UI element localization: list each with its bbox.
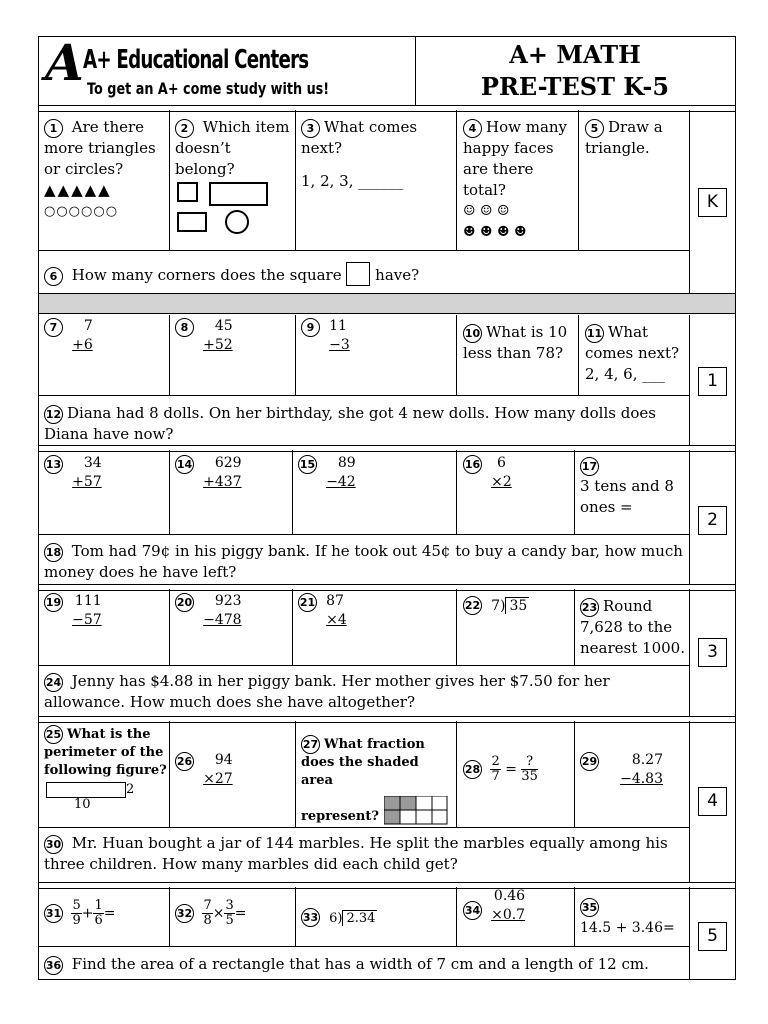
question-16: 16 6 ×2	[464, 455, 512, 490]
question-6: 6 How many corners does the square have?	[44, 262, 684, 286]
question-4: 4 How many happy faces are there total? ☺ ☺ ☺ ☻ ☻ ☻ ☻	[463, 118, 568, 240]
question-9: 9 11 −3	[301, 317, 350, 355]
logo-area	[39, 33, 415, 105]
question-25: 25 What is the perimeter of the following figure? 2 10	[44, 727, 167, 812]
question-12: 12 Diana had 8 dolls. On her birthday, she got 4 new dolls. How many dolls does Diana have now?	[44, 404, 656, 443]
worksheet	[38, 33, 736, 980]
question-26: 26 94 ×27	[176, 752, 233, 787]
question-27: 27 What fraction does the shaded area represent?	[301, 735, 453, 826]
question-32: 32 $\frac{7}{8}$ × $\frac{3}{5}$ =	[176, 898, 247, 928]
page-title: A+ MATH PRE-TEST K-5	[480, 40, 670, 101]
question-17: 17 3 tens and 8 ones =	[580, 455, 686, 518]
question-23: 23 Round 7,628 to the nearest 1000.	[580, 597, 685, 657]
question-36: 36 Find the area of a rectangle that has a width of 7 cm and a length of 12 cm.	[45, 955, 649, 973]
question-30: 30 Mr. Huan bought a jar of 144 marbles. He split the marbles equally among his three children. How many marbles did each child get?	[44, 834, 668, 873]
question-29: 29 8.27 −4.83	[581, 752, 663, 787]
question-13: 13 34 +57	[45, 455, 102, 490]
fraction-grid-figure	[384, 796, 448, 826]
logo-mark: A	[45, 33, 84, 92]
question-33: 33 6) 2.34	[301, 907, 377, 927]
question-11: 11 What comes next? 2, 4, 6, ___	[585, 323, 680, 383]
question-5: 5 Draw a triangle.	[585, 118, 663, 157]
logo: A+ Educational Centers	[83, 45, 309, 75]
grade-label: 5	[698, 922, 727, 951]
question-2: 2 Which item doesn’t belong?	[175, 117, 293, 236]
question-7: 7 7 +6	[44, 317, 93, 355]
grade-label: 2	[698, 506, 727, 535]
grade-label: K	[698, 188, 727, 217]
grade-label: 1	[698, 367, 727, 396]
shapes-figure	[175, 180, 285, 236]
question-20: 20 923 −478	[176, 593, 242, 628]
question-34: 34 0.46 ×0.7	[464, 888, 526, 923]
question-35: 35 14.5 + 3.46=	[580, 897, 688, 939]
question-15: 15 89 −42	[299, 455, 356, 490]
question-8: 8 45 +52	[175, 317, 233, 355]
question-22: 22 7) 35	[464, 598, 528, 614]
separator-band	[39, 294, 735, 314]
question-1: 1 Are there more triangles or circles? ▲▲▲▲▲ ○○○○○○	[44, 118, 156, 219]
question-19: 19 111 −57	[45, 593, 102, 628]
question-10: 10 What is 10 less than 78?	[463, 323, 568, 362]
grade-label: 3	[698, 638, 727, 667]
question-28: 28 $\frac{2}{7}$ = $\frac{?}{35}$	[464, 754, 538, 784]
question-18: 18 Tom had 79¢ in his piggy bank. If he took out 45¢ to buy a candy bar, how much money does he have left?	[44, 542, 683, 581]
square-figure	[346, 262, 370, 286]
question-24: 24 Jenny has $4.88 in her piggy bank. Her mother gives her $7.50 for her allowance. How much does she have altogether?	[44, 672, 610, 711]
grade-label: 4	[698, 787, 727, 816]
question-3: 3 What comes next? 1, 2, 3, ______	[301, 118, 418, 190]
tagline: To get an A+ come study with us!	[87, 79, 330, 98]
question-14: 14 629 +437	[176, 455, 242, 490]
question-31: 31 $\frac{5}{9}$ + $\frac{1}{6}$ =	[45, 898, 116, 928]
question-21: 21 87 ×4	[299, 593, 347, 628]
